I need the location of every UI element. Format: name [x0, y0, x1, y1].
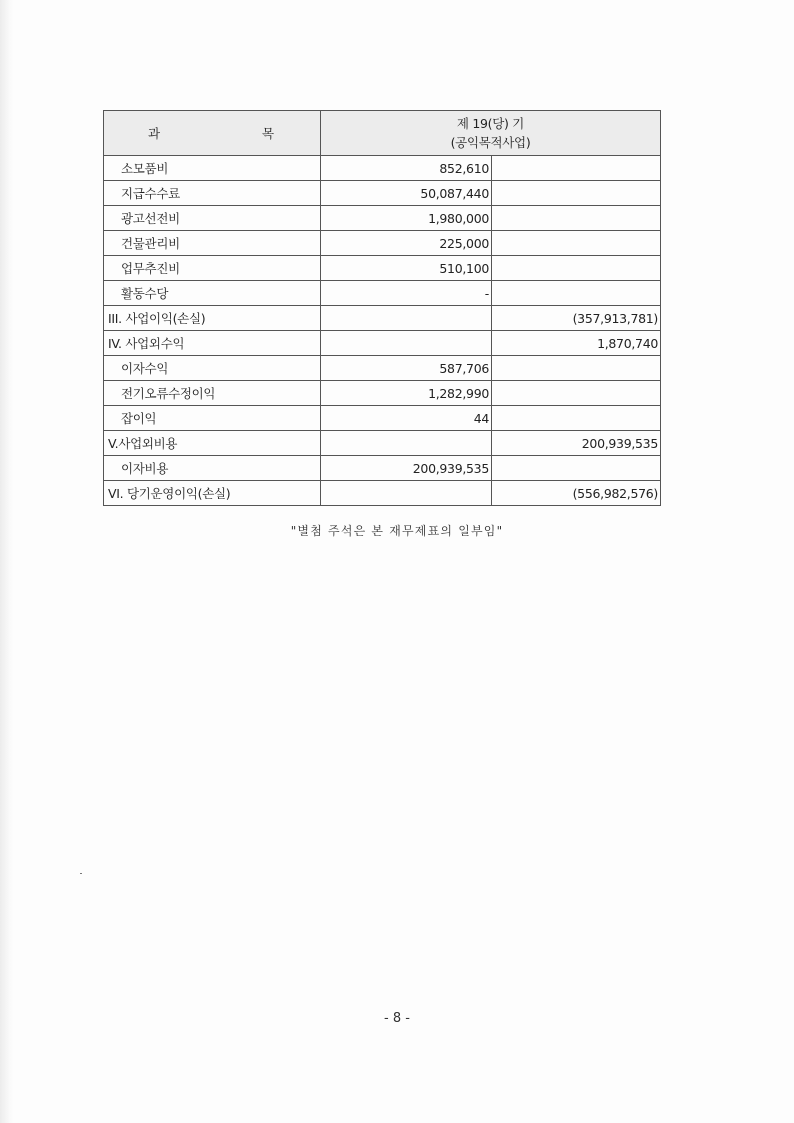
total-amount: [492, 356, 661, 381]
scan-speck: [80, 873, 82, 874]
table-body: [104, 156, 661, 506]
table-row: [104, 406, 661, 431]
detail-amount: [321, 481, 492, 506]
account-label: 업무추진비: [104, 256, 321, 281]
total-amount: 200,939,535: [492, 431, 661, 456]
table-row: [104, 481, 661, 506]
account-label: 건물관리비: [104, 231, 321, 256]
table-row: [104, 181, 661, 206]
period-header-line-1: 제 19(당) 기: [456, 116, 525, 131]
subject-header-char-1: 과: [148, 126, 160, 141]
detail-amount: 225,000: [321, 231, 492, 256]
detail-amount: [321, 331, 492, 356]
detail-amount: 50,087,440: [321, 181, 492, 206]
total-amount: [492, 456, 661, 481]
account-label: IV. 사업외수익: [104, 331, 321, 356]
detail-amount: [321, 431, 492, 456]
table-row: [104, 206, 661, 231]
period-header: [321, 111, 661, 156]
table-row: [104, 381, 661, 406]
table-header: [104, 111, 661, 156]
total-amount: (357,913,781): [492, 306, 661, 331]
table-row: [104, 456, 661, 481]
subject-header: [104, 111, 321, 156]
table-row: [104, 156, 661, 181]
total-amount: [492, 256, 661, 281]
total-amount: [492, 181, 661, 206]
table-row: [104, 431, 661, 456]
account-label: 전기오류수정이익: [104, 381, 321, 406]
period-header-line-2: (공익목적사업): [450, 135, 531, 150]
table-row: [104, 231, 661, 256]
footnote: "별첨 주석은 본 재무제표의 일부임": [290, 524, 504, 538]
detail-amount: 852,610: [321, 156, 492, 181]
detail-amount: 510,100: [321, 256, 492, 281]
detail-amount: 587,706: [321, 356, 492, 381]
detail-amount: 200,939,535: [321, 456, 492, 481]
account-label: 이자비용: [104, 456, 321, 481]
account-label: 활동수당: [104, 281, 321, 306]
account-label: III. 사업이익(손실): [104, 306, 321, 331]
subject-header-char-2: 목: [262, 126, 274, 141]
account-label: 지급수수료: [104, 181, 321, 206]
account-label: 이자수익: [104, 356, 321, 381]
account-label: 소모품비: [104, 156, 321, 181]
table-row: [104, 331, 661, 356]
total-amount: 1,870,740: [492, 331, 661, 356]
detail-amount: 1,282,990: [321, 381, 492, 406]
account-label: 잡이익: [104, 406, 321, 431]
financial-statement-table: [103, 110, 661, 506]
scan-edge-shadow: [0, 0, 14, 1123]
header-row: [104, 111, 661, 156]
total-amount: [492, 206, 661, 231]
total-amount: [492, 406, 661, 431]
total-amount: [492, 156, 661, 181]
table-row: [104, 356, 661, 381]
total-amount: [492, 381, 661, 406]
total-amount: [492, 281, 661, 306]
table-row: [104, 256, 661, 281]
table-row: [104, 306, 661, 331]
total-amount: [492, 231, 661, 256]
account-label: VI. 당기운영이익(손실): [104, 481, 321, 506]
detail-amount: [321, 306, 492, 331]
account-label: V.사업외비용: [104, 431, 321, 456]
detail-amount: 1,980,000: [321, 206, 492, 231]
account-label: 광고선전비: [104, 206, 321, 231]
table-row: [104, 281, 661, 306]
detail-amount: -: [321, 281, 492, 306]
total-amount: (556,982,576): [492, 481, 661, 506]
page-number: - 8 -: [384, 1011, 410, 1026]
detail-amount: 44: [321, 406, 492, 431]
